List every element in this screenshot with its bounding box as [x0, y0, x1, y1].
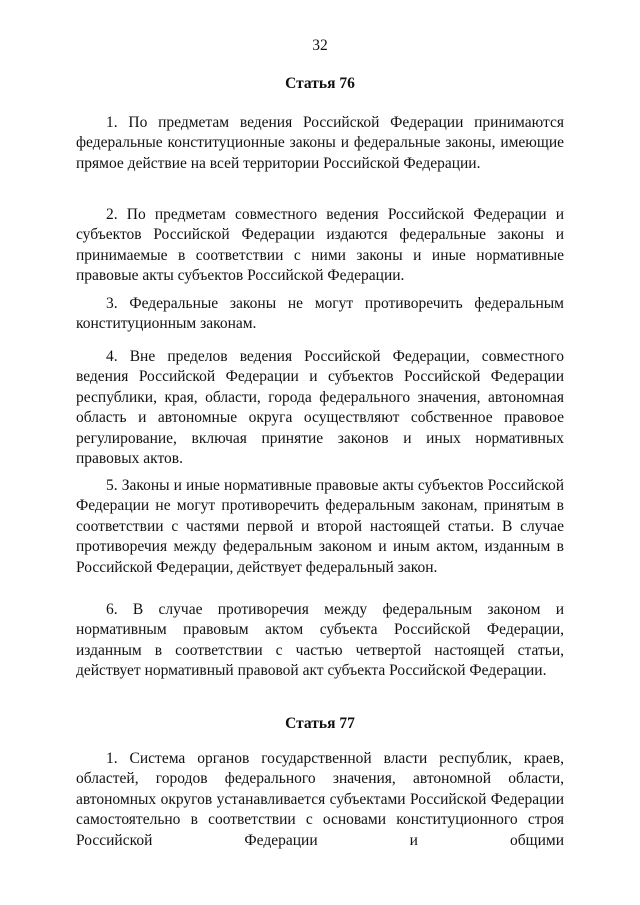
article-77-heading: Статья 77 [285, 715, 355, 732]
article-76-paragraph-3: 3. Федеральные законы не могут противоречить федеральным конституционным законам. [76, 295, 564, 333]
page-number: 32 [312, 37, 328, 54]
article-76-paragraph-5: 5. Законы и иные нормативные правовые акты субъектов Российской Федерации не могут противоречить федеральным законам, принятым в соответствии с частями первой и второй настоящей статьи. В случае противоречия между федеральным законом и иным актом, изданным в Российской Федерации, действует федеральный закон. [76, 477, 564, 576]
article-76-paragraph-1: 1. По предметам ведения Российской Федерации принимаются федеральные конституционные законы и федеральные законы, имеющие прямое действие на всей территории Российской Федерации. [76, 114, 564, 172]
article-76-paragraph-6: 6. В случае противоречия между федеральным законом и нормативным правовым актом субъекта Российской Федерации, изданным в соответствии с частью четвертой настоящей статьи, действует нормативный правовой акт субъекта Российской Федерации. [76, 601, 564, 680]
article-76-paragraph-2: 2. По предметам совместного ведения Российской Федерации и субъектов Российской Федерации издаются федеральные законы и принимаемые в соответствии с ними законы и иные нормативные правовые акты субъектов Российской Федерации. [76, 206, 564, 285]
article-77-paragraph-1: 1. Система органов государственной власти республик, краев, областей, городов федерального значения, автономной области, автономных округов устанавливается субъектами Российской Федерации самостоятельно в соответствии с основами конституционного строя Российской Федерации и общими [76, 750, 564, 849]
article-76-paragraph-4: 4. Вне пределов ведения Российской Федерации, совместного ведения Российской Федерации и субъектов Российской Федерации республики, края, области, города федерального значения, автономная область и автономные округа осуществляют собственное правовое регулирование, включая принятие законов и иных нормативных правовых актов. [76, 348, 564, 468]
article-76-heading: Статья 76 [285, 75, 355, 92]
